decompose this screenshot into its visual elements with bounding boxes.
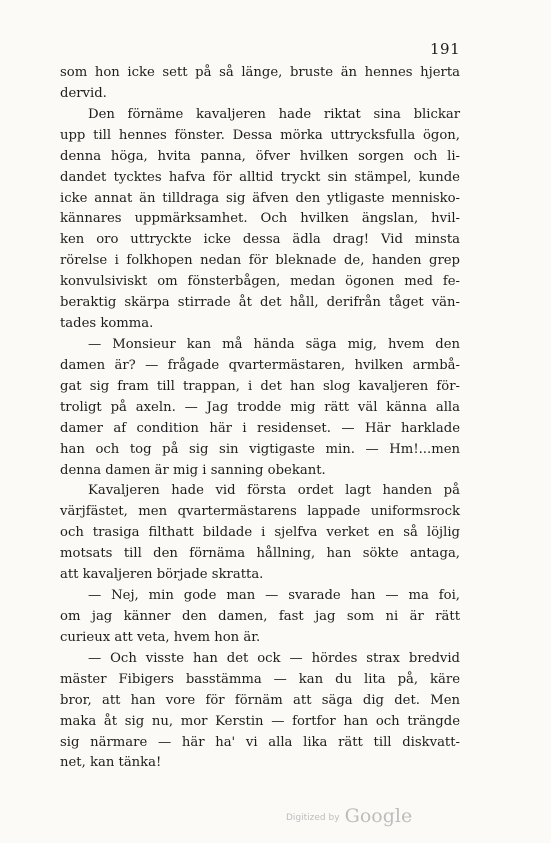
text-line: motsats till den förnäma hållning, han sökte antaga,: [60, 546, 460, 562]
text-line: Kavaljeren hade vid första ordet lagt handen på: [88, 483, 460, 499]
text-line: ken oro uttryckte icke dessa ädla drag! Vid minsta: [60, 232, 460, 248]
text-line: som hon icke sett på så länge, bruste än hennes hjerta: [60, 65, 460, 80]
text-line: maka åt sig nu, mor Kerstin — fortfor han och trängde: [60, 713, 460, 729]
text-line: — Nej, min gode man — svarade han — ma foi,: [88, 588, 460, 604]
text-line: värjfästet, men qvartermästarens lappade uniformsrock: [60, 504, 460, 520]
text-line: och trasiga filthatt bildade i sjelfva verket en så löjlig: [60, 525, 460, 541]
text-line: net, kan tänka!: [60, 755, 162, 771]
text-line: rörelse i folkhopen nedan för bleknade de, handen grep: [60, 253, 460, 269]
text-line: konvulsiviskt om fönsterbågen, medan ögonen med fe-: [60, 274, 460, 290]
text-line: curieux att veta, hvem hon är.: [60, 629, 261, 645]
google-logo: Google: [344, 805, 413, 827]
text-line: dandet tycktes hafva för alltid tryckt sin stämpel, kunde: [60, 169, 460, 185]
watermark-prefix: Digitized by: [286, 813, 340, 823]
text-line: beraktig skärpa stirrade åt det håll, derifrån tåget vän-: [60, 295, 460, 311]
text-line: damen är? — frågade qvartermästaren, hvilken armbå-: [60, 357, 460, 373]
text-line: att kavaljeren började skratta.: [60, 567, 264, 583]
text-line: bror, att han vore för förnäm att säga dig det. Men: [60, 692, 460, 708]
text-line: denna höga, hvita panna, öfver hvilken sorgen och li-: [60, 148, 460, 164]
text-line: denna damen är mig i sanning obekant.: [60, 462, 326, 478]
text-line: sig närmare — här ha' vi alla lika rätt till diskvatt-: [60, 734, 460, 750]
text-line: icke annat än tilldraga sig äfven den ytligaste mennisko-: [60, 190, 460, 206]
text-line: dervid.: [60, 85, 107, 101]
text-line: han och tog på sig sin vigtigaste min. — Hm!...men: [60, 441, 460, 457]
text-line: troligt på axeln. — Jag trodde mig rätt väl känna alla: [60, 399, 460, 415]
text-line: tades komma.: [60, 316, 154, 332]
text-line: mäster Fibigers basstämma — kan du lita på, käre: [60, 671, 460, 687]
body-text: [60, 63, 460, 774]
text-line: — Monsieur kan må hända säga mig, hvem den: [88, 336, 460, 352]
text-line: Den förnäme kavaljeren hade riktat sina blickar: [88, 106, 460, 122]
text-line: kännares uppmärksamhet. Och hvilken ängslan, hvil-: [60, 211, 460, 227]
text-line: gat sig fram till trappan, i det han slog kavaljeren för-: [60, 378, 460, 394]
text-line: — Och visste han det ock — hördes strax bredvid: [88, 650, 460, 666]
text-line: om jag känner den damen, fast jag som ni är rätt: [60, 608, 460, 624]
digitization-watermark: [286, 805, 412, 827]
page-number: 191: [430, 40, 461, 58]
text-line: damer af condition här i residenset. — Här harklade: [60, 420, 460, 436]
text-line: upp till hennes fönster. Dessa mörka uttrycksfulla ögon,: [60, 127, 460, 143]
